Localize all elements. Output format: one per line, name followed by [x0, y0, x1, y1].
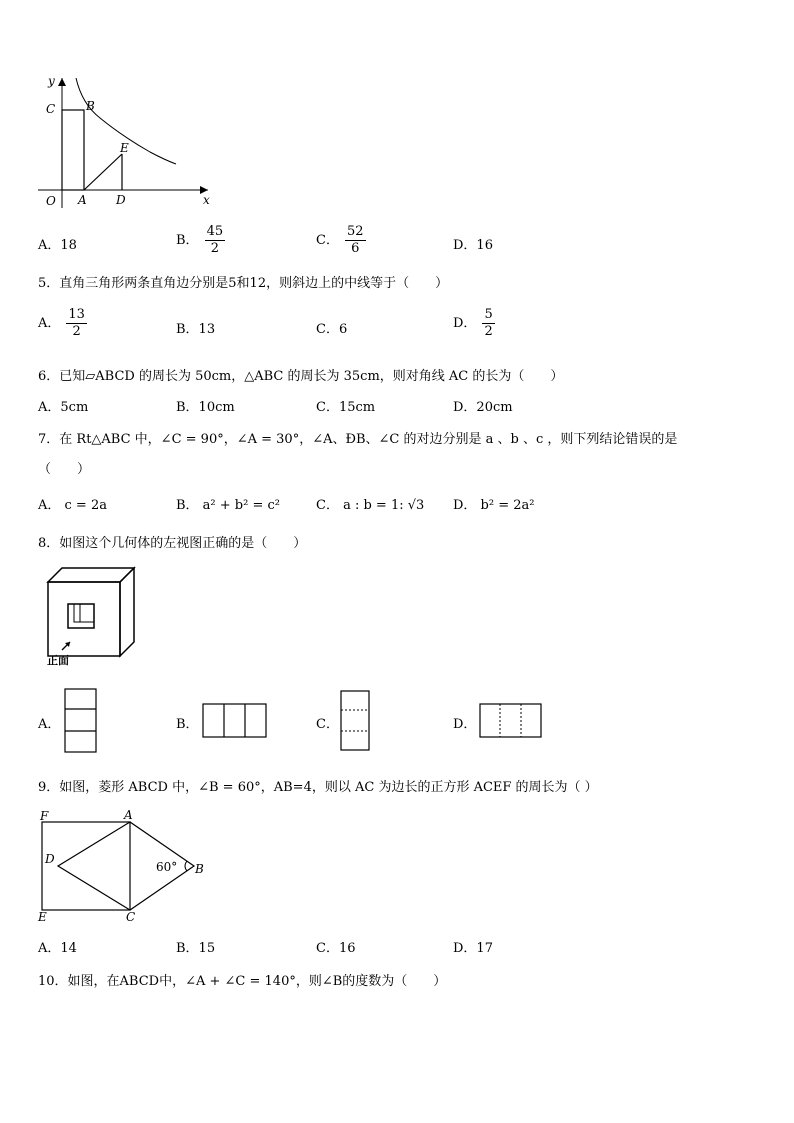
q8-front-label: 正面: [47, 654, 69, 667]
q4-option-b[interactable]: B． $\frac{45}{2}$: [176, 224, 224, 256]
q4-label-B: B: [86, 99, 95, 113]
q4-label-C: C: [46, 102, 56, 116]
q9-option-b[interactable]: B．15: [176, 941, 216, 956]
q6-option-c[interactable]: C．15cm: [316, 400, 376, 415]
q9-label-D: D: [45, 852, 55, 866]
q9-text: 9．如图，菱形 ABCD 中，∠B = 60°，AB=4，则以 AC 为边长的正方形 ACEF 的周长为（ ）: [38, 780, 598, 795]
q5-option-a[interactable]: A． $\frac{13}{2}$: [38, 307, 85, 339]
fraction: $\frac{52}{6}$: [346, 224, 364, 256]
q7-option-d[interactable]: D． b² = 2a²: [453, 498, 535, 513]
q9-option-d[interactable]: D．17: [453, 941, 493, 956]
q5-text: 5．直角三角形两条直角边分别是5和12，则斜边上的中线等于（ ）: [38, 276, 449, 291]
q4-label-x: x: [203, 193, 210, 207]
q5-option-d[interactable]: D． $\frac{5}{2}$: [453, 307, 493, 339]
q4-label-D: D: [116, 193, 126, 207]
q9-label-C: C: [126, 910, 136, 924]
q4-option-a[interactable]: A．18: [38, 238, 77, 253]
fraction: $\frac{13}{2}$: [68, 307, 85, 339]
q7-option-c[interactable]: C． a : b = 1: √3: [316, 498, 425, 513]
q7-option-a[interactable]: A． c = 2a: [38, 498, 107, 513]
q9-label-E: E: [38, 910, 47, 924]
q8-option-d[interactable]: D．: [453, 717, 477, 732]
fraction: $\frac{45}{2}$: [206, 224, 224, 256]
q8-option-a[interactable]: A．: [38, 717, 61, 732]
q8-solid-figure: [44, 566, 140, 662]
q5-option-c[interactable]: C．6: [316, 322, 348, 337]
q4-label-O: O: [46, 194, 56, 208]
q4-label-A: A: [78, 193, 87, 207]
q10-text: 10．如图，在ABCD中，∠A + ∠C = 140°，则∠B的度数为（ ）: [38, 974, 447, 989]
q9-label-F: F: [40, 809, 49, 823]
q8-option-c[interactable]: C．: [316, 717, 339, 732]
fraction: $\frac{5}{2}$: [484, 307, 493, 339]
q8-option-c-view: [340, 690, 372, 752]
q7-text: 7．在 Rt△ABC 中，∠C = 90°，∠A = 30°，∠A、ÐB、∠C 的对边分别是 a 、b 、c ，则下列结论错误的是: [38, 432, 678, 447]
q4-option-d[interactable]: D．16: [453, 238, 493, 253]
q8-option-b[interactable]: B．: [176, 717, 199, 732]
q8-text: 8．如图这个几何体的左视图正确的是（ ）: [38, 536, 307, 551]
q9-label-angle: 60°: [156, 860, 178, 874]
q4-label-E: E: [120, 141, 129, 155]
q9-option-a[interactable]: A．14: [38, 941, 77, 956]
q9-label-A: A: [124, 808, 133, 822]
q4-label-y: y: [48, 74, 55, 88]
q6-option-b[interactable]: B．10cm: [176, 400, 235, 415]
q5-option-b[interactable]: B．13: [176, 322, 216, 337]
q9-rhombus-square-figure: [36, 818, 206, 916]
q7-option-b[interactable]: B． a² + b² = c²: [176, 498, 280, 513]
q8-option-a-view: [64, 688, 98, 754]
q9-label-B: B: [195, 862, 204, 876]
q7-paren: （ ）: [38, 462, 91, 477]
q6-option-a[interactable]: A．5cm: [38, 400, 89, 415]
q9-option-c[interactable]: C．16: [316, 941, 356, 956]
q6-option-d[interactable]: D．20cm: [453, 400, 513, 415]
q6-text: 6．已知▱ABCD 的周长为 50cm，△ABC 的周长为 35cm，则对角线 AC 的长为（ ）: [38, 369, 564, 384]
q8-option-b-view: [202, 703, 268, 739]
q8-option-d-view: [479, 703, 543, 739]
q4-option-c[interactable]: C． $\frac{52}{6}$: [316, 224, 364, 256]
